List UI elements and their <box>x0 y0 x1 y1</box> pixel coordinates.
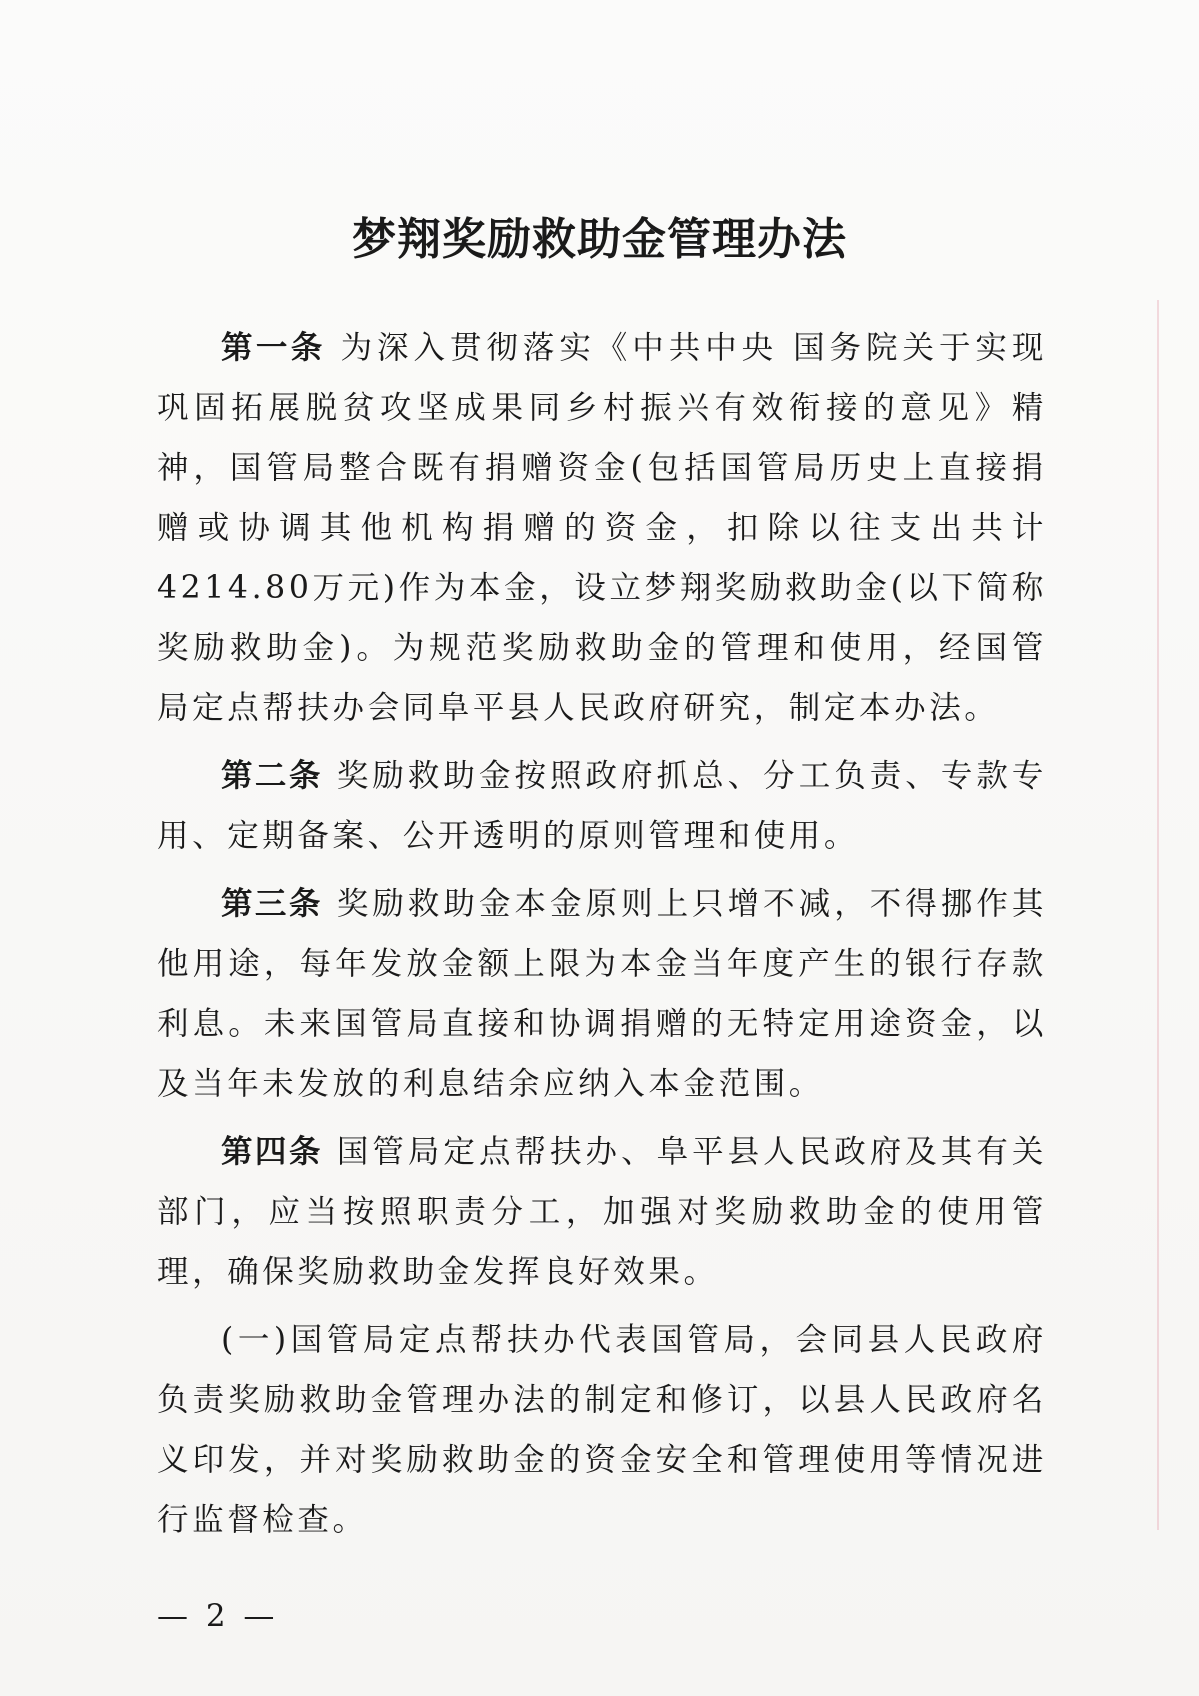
article-text: 奖励救助金按照政府抓总、分工负责、专款专用、定期备案、公开透明的原则管理和使用。 <box>157 758 1047 854</box>
article-text: 为深入贯彻落实《中共中央 国务院关于实现巩固拓展脱贫攻坚成果同乡村振兴有效衔接的意见》精神，国管局整合既有捐赠资金(包括国管局历史上直接捐赠或协调其他机构捐赠的资金，扣除以往支出共计4214.80万元)作为本金，设立梦翔奖励救助金(以下简称奖励救助金)。为规范奖励救助金的管理和使用，经国管局定点帮扶办会同阜平县人民政府研究，制定本办法。 <box>157 330 1047 726</box>
page-number: — 2 — <box>157 1598 279 1634</box>
document-body <box>157 318 1047 1558</box>
article-label: 第四条 <box>221 1134 323 1170</box>
article-text: 国管局定点帮扶办、阜平县人民政府及其有关部门，应当按照职责分工，加强对奖励救助金的使用管理，确保奖励救助金发挥良好效果。 <box>157 1134 1047 1290</box>
article-4-item-1 <box>157 1310 1047 1550</box>
article-text: (一)国管局定点帮扶办代表国管局，会同县人民政府负责奖励救助金管理办法的制定和修订，以县人民政府名义印发，并对奖励救助金的资金安全和管理使用等情况进行监督检查。 <box>157 1322 1047 1538</box>
page-edge-mark <box>1157 300 1159 1530</box>
article-text: 奖励救助金本金原则上只增不减，不得挪作其他用途，每年发放金额上限为本金当年度产生的银行存款利息。未来国管局直接和协调捐赠的无特定用途资金，以及当年未发放的利息结余应纳入本金范围。 <box>157 886 1047 1102</box>
article-label: 第三条 <box>221 886 323 922</box>
article-label: 第二条 <box>221 758 323 794</box>
article-4 <box>157 1122 1047 1302</box>
article-label: 第一条 <box>221 330 326 366</box>
article-2 <box>157 746 1047 866</box>
document-title: 梦翔奖励救助金管理办法 <box>352 214 847 265</box>
article-1 <box>157 318 1047 738</box>
article-3 <box>157 874 1047 1114</box>
